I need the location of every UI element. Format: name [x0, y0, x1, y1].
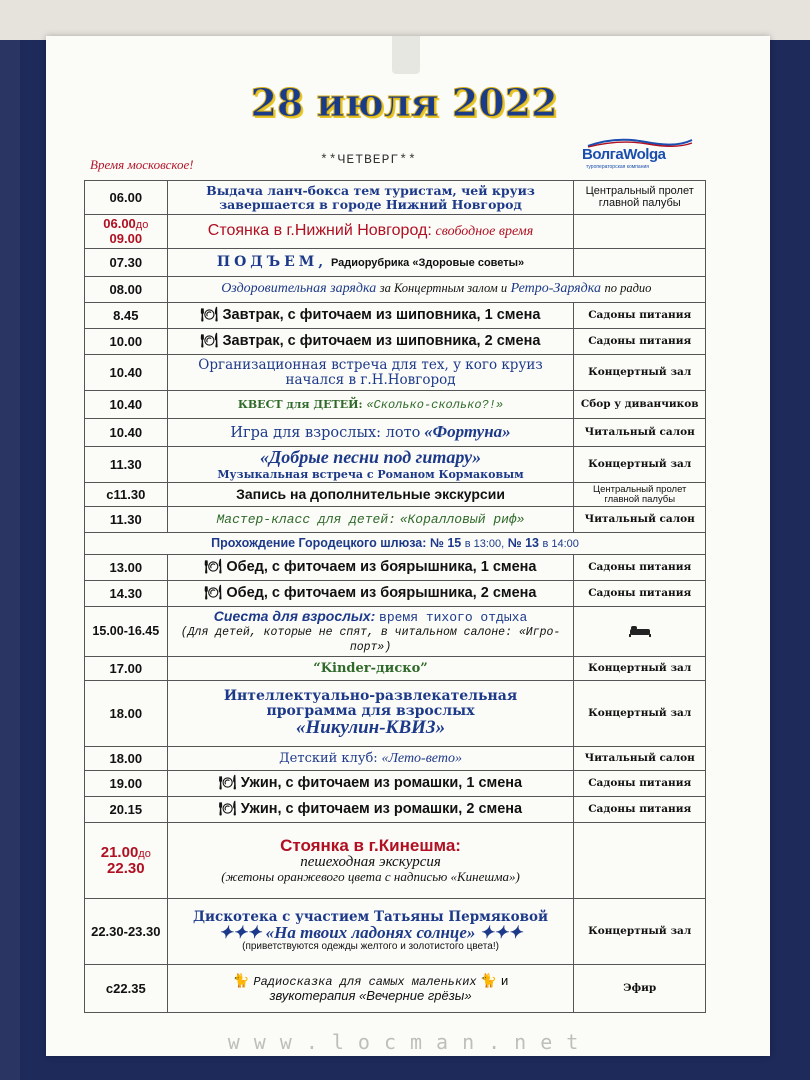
time-until: до	[135, 219, 149, 232]
table-row	[85, 899, 706, 965]
row-place: Садоны питания	[574, 771, 706, 797]
moscow-time-note: Время московское!	[90, 157, 194, 172]
row-time	[85, 215, 168, 249]
row-place: Концертный зал	[574, 447, 706, 483]
row-event	[167, 447, 574, 483]
plate-icon: 🍽	[218, 800, 237, 817]
schedule-table	[84, 180, 706, 1013]
event-line	[172, 974, 570, 989]
event-b: за Концертным залом и	[379, 281, 508, 296]
row-time: 13.00	[85, 555, 168, 581]
event-b: № 15	[429, 535, 462, 550]
event-d: по радио	[604, 281, 652, 296]
table-row	[85, 657, 706, 681]
event-main: Интеллектуально-развлекательная программа для взрослых	[223, 687, 518, 719]
event-text: Ужин, с фиточаем из ромашки, 1 смена	[240, 775, 523, 792]
time-start: 21.00	[100, 843, 139, 861]
event-note: звукотерапия «Вечерние грёзы»	[269, 987, 472, 1003]
logo-subtitle: туроператорская компания	[586, 164, 649, 170]
row-time: 11.30	[85, 507, 168, 533]
event-note: «На твоих ладонях солнце»	[265, 923, 476, 943]
event-a: Прохождение Городецкого шлюза:	[211, 535, 427, 550]
event-note: «Никулин-КВИЗ»	[295, 717, 446, 739]
row-event	[167, 771, 574, 797]
cat-icon: 🐈	[232, 973, 250, 989]
event-main: Мастер-класс для детей:	[216, 512, 396, 528]
row-time	[85, 823, 168, 899]
table-row	[85, 419, 706, 447]
event-note: пешеходная экскурсия	[300, 853, 441, 870]
row-event	[167, 747, 574, 771]
row-event: Выдача ланч-бокса тем туристам, чей круиз завершается в городе Нижний Новгород	[167, 181, 574, 215]
table-row	[85, 771, 706, 797]
time-until: до	[138, 847, 151, 860]
weekday: **ЧЕТВЕРГ**	[320, 152, 417, 167]
row-event: Организационная встреча для тех, у кого круиз начался в г.Н.Новгород	[167, 355, 574, 391]
row-time: 18.00	[85, 747, 168, 771]
row-time: 11.30	[85, 447, 168, 483]
event-main: КВЕСТ для ДЕТЕЙ:	[237, 398, 363, 412]
row-time: 19.00	[85, 771, 168, 797]
row-place: Садоны питания	[574, 303, 706, 329]
event-sub: (Для детей, которые не спят, в читальном салоне: «Игро-порт»)	[180, 626, 561, 655]
event-sub: (приветствуются одежды желтого и золотистого цвета!)	[242, 941, 499, 953]
time-start: 06.00	[103, 216, 136, 232]
row-event	[167, 215, 574, 249]
logo-text: ВолгаWolga	[582, 146, 666, 163]
event-note: Музыкальная встреча с Романом Кормаковым	[217, 467, 524, 481]
event-text: Обед, с фиточаем из боярышника, 1 смена	[226, 559, 537, 576]
row-time: 10.00	[85, 329, 168, 355]
row-place: Концертный зал	[574, 355, 706, 391]
row-event	[167, 249, 574, 277]
table-row	[85, 483, 706, 507]
row-place	[574, 607, 706, 657]
event-and: и	[500, 973, 509, 989]
event-main: Дискотека с участием Татьяны Пермяковой	[193, 909, 549, 926]
row-event	[167, 555, 574, 581]
time-end: 09.00	[109, 230, 143, 246]
event-note: «Коралловый риф»	[399, 512, 525, 528]
event-main: Стоянка в г.Кинешма:	[280, 835, 461, 855]
row-place: Читальный салон	[574, 747, 706, 771]
bed-icon	[627, 622, 653, 638]
row-event	[167, 507, 574, 533]
event-text: Ужин, с фиточаем из ромашки, 2 смена	[240, 801, 523, 818]
plate-icon: 🍽	[218, 774, 237, 791]
event-c: в 13:00,	[464, 537, 505, 550]
row-place: Концертный зал	[574, 899, 706, 965]
event-sub: (жетоны оранжевого цвета с надписью «Кинешма»)	[221, 869, 520, 885]
row-event	[85, 533, 706, 555]
row-time: 15.00-16.45	[85, 607, 168, 657]
row-event	[167, 681, 574, 747]
row-time: 8.45	[85, 303, 168, 329]
plate-icon: 🍽	[204, 558, 223, 575]
event-text: Завтрак, с фиточаем из шиповника, 2 смена	[222, 333, 541, 350]
row-place	[574, 249, 706, 277]
row-event: “Kinder-диско”	[167, 657, 574, 681]
table-row	[85, 533, 706, 555]
table-row	[85, 797, 706, 823]
event-note: «Лето-вето»	[381, 750, 462, 766]
row-event	[167, 899, 574, 965]
row-event	[167, 607, 574, 657]
row-place: Садоны питания	[574, 555, 706, 581]
row-place: Читальный салон	[574, 507, 706, 533]
table-row	[85, 329, 706, 355]
event-main: ПОДЪЕМ,	[216, 254, 328, 271]
board-edge	[0, 40, 20, 1080]
row-time: 20.15	[85, 797, 168, 823]
event-e: в 14:00	[542, 537, 579, 550]
row-time: 10.40	[85, 419, 168, 447]
sparkle-icon: ✦✦✦	[479, 923, 523, 943]
table-row	[85, 823, 706, 899]
table-row	[85, 555, 706, 581]
event-d: № 13	[507, 535, 539, 550]
row-event	[167, 797, 574, 823]
row-event	[167, 823, 574, 899]
plate-icon: 🍽	[204, 584, 223, 601]
table-row	[85, 303, 706, 329]
table-row	[85, 747, 706, 771]
event-c: Ретро-Зарядка	[510, 281, 601, 297]
event-note: свободное время	[435, 224, 534, 240]
row-place: Концертный зал	[574, 681, 706, 747]
event-note-wrap	[172, 924, 570, 942]
row-event	[167, 277, 705, 303]
row-place: Эфир	[574, 965, 706, 1013]
row-event	[167, 965, 574, 1013]
row-time: с11.30	[85, 483, 168, 507]
event-main: Сиеста для взрослых:	[213, 607, 376, 624]
event-note: «Сколько-сколько?!»	[366, 398, 504, 413]
event-note: «Фортуна»	[424, 422, 511, 442]
table-row	[85, 355, 706, 391]
row-place: Сбор у диванчиков	[574, 391, 706, 419]
plate-icon: 🍽	[200, 306, 219, 323]
company-logo	[580, 134, 698, 170]
row-event	[167, 303, 574, 329]
table-row	[85, 607, 706, 657]
row-event	[167, 419, 574, 447]
row-time: 08.00	[85, 277, 168, 303]
event-main: Стоянка в г.Нижний Новгород:	[207, 222, 432, 240]
table-row	[85, 965, 706, 1013]
table-row	[85, 181, 706, 215]
date-title: 28 июля 2022	[250, 80, 558, 125]
event-text: Обед, с фиточаем из боярышника, 2 смена	[226, 585, 537, 602]
row-time: 22.30-23.30	[85, 899, 168, 965]
event-main: Детский клуб:	[279, 750, 378, 766]
event-note: Радиорубрика «Здоровые советы»	[330, 257, 525, 270]
table-row	[85, 507, 706, 533]
row-place: Садоны питания	[574, 329, 706, 355]
row-event	[167, 581, 574, 607]
event-main: Радиосказка для самых маленьких	[253, 975, 477, 990]
row-time: с22.35	[85, 965, 168, 1013]
row-place: Читальный салон	[574, 419, 706, 447]
table-row	[85, 215, 706, 249]
row-place: Концертный зал	[574, 657, 706, 681]
plate-icon: 🍽	[200, 332, 219, 349]
cat-icon: 🐈	[480, 973, 498, 989]
row-time: 14.30	[85, 581, 168, 607]
row-time: 10.40	[85, 391, 168, 419]
table-row	[85, 447, 706, 483]
event-text: Завтрак, с фиточаем из шиповника, 1 смена	[222, 307, 541, 324]
row-event	[167, 329, 574, 355]
sheet-holder-tab	[392, 36, 420, 74]
row-place: Садоны питания	[574, 797, 706, 823]
row-place: Центральный пролет главной палубы	[574, 483, 706, 507]
row-place: Садоны питания	[574, 581, 706, 607]
row-event	[167, 391, 574, 419]
row-time: 17.00	[85, 657, 168, 681]
watermark: www.locman.net	[227, 1030, 593, 1054]
row-event: Запись на дополнительные экскурсии	[167, 483, 574, 507]
row-time: 07.30	[85, 249, 168, 277]
row-time: 10.40	[85, 355, 168, 391]
event-note: время тихого отдыха	[379, 609, 528, 625]
table-row	[85, 581, 706, 607]
event-main: Игра для взрослых: лото	[230, 425, 421, 442]
table-row	[85, 277, 706, 303]
table-row	[85, 391, 706, 419]
table-row	[85, 249, 706, 277]
table-row	[85, 681, 706, 747]
row-time: 18.00	[85, 681, 168, 747]
time-end: 22.30	[107, 859, 145, 877]
event-main: «Добрые песни под гитару»	[259, 446, 482, 467]
row-place	[574, 215, 706, 249]
row-time: 06.00	[85, 181, 168, 215]
row-place	[574, 823, 706, 899]
sparkle-icon: ✦✦✦	[218, 923, 262, 943]
event-a: Оздоровительная зарядка	[221, 281, 377, 297]
row-place: Центральный пролет главной палубы	[574, 181, 706, 215]
